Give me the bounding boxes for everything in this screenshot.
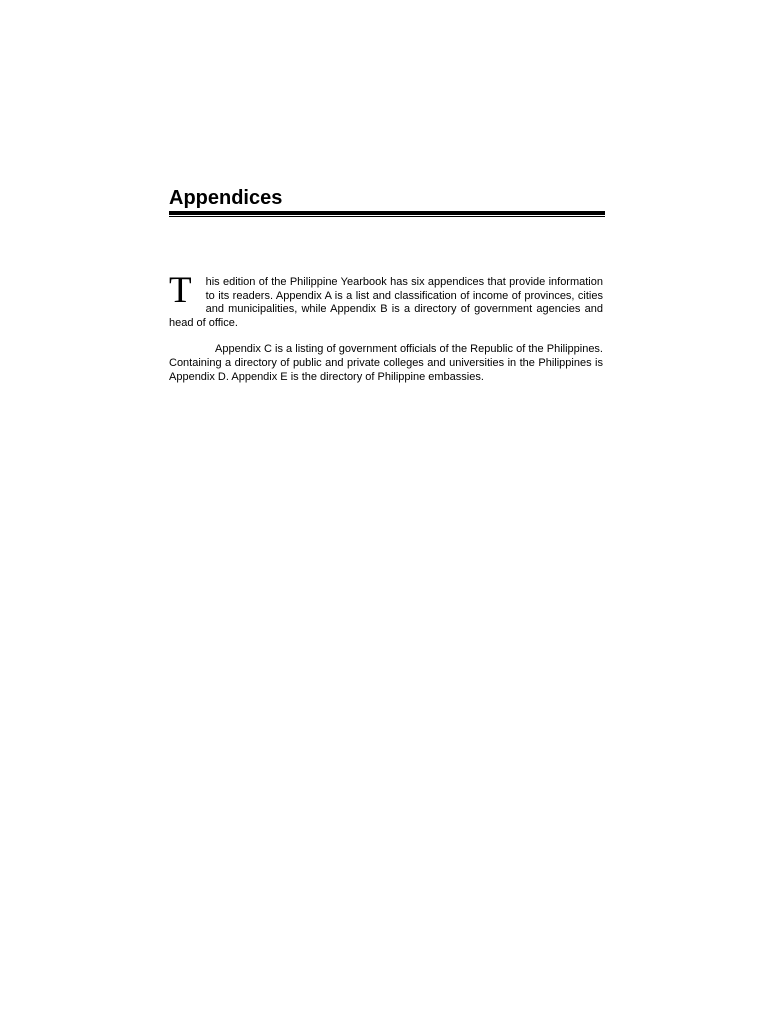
- drop-cap-letter: T: [169, 270, 192, 311]
- title-underline: [169, 211, 605, 217]
- paragraph-appendix-list-text: Appendix C is a listing of government officials of the Republic of the Philippines. Containing a directory of public and private colleges and universities in the Philippines is Appendix D. Appendix E is the directory of Philippine embassies.: [169, 343, 603, 383]
- title-rule-thick: [169, 211, 605, 215]
- body-text: [169, 270, 603, 384]
- paragraph-intro-text: his edition of the Philippine Yearbook has six appendices that provide information to its readers. Appendix A is a list and classification of income of provinces, cities and municipalities, while Appendix B is a directory of government agencies and head of office.: [169, 276, 603, 329]
- paragraph-appendix-list: [169, 343, 603, 384]
- page-title: Appendices: [169, 187, 283, 209]
- paragraph-intro: [169, 270, 603, 330]
- title-rule-thin: [169, 216, 605, 217]
- section-header: [169, 186, 605, 217]
